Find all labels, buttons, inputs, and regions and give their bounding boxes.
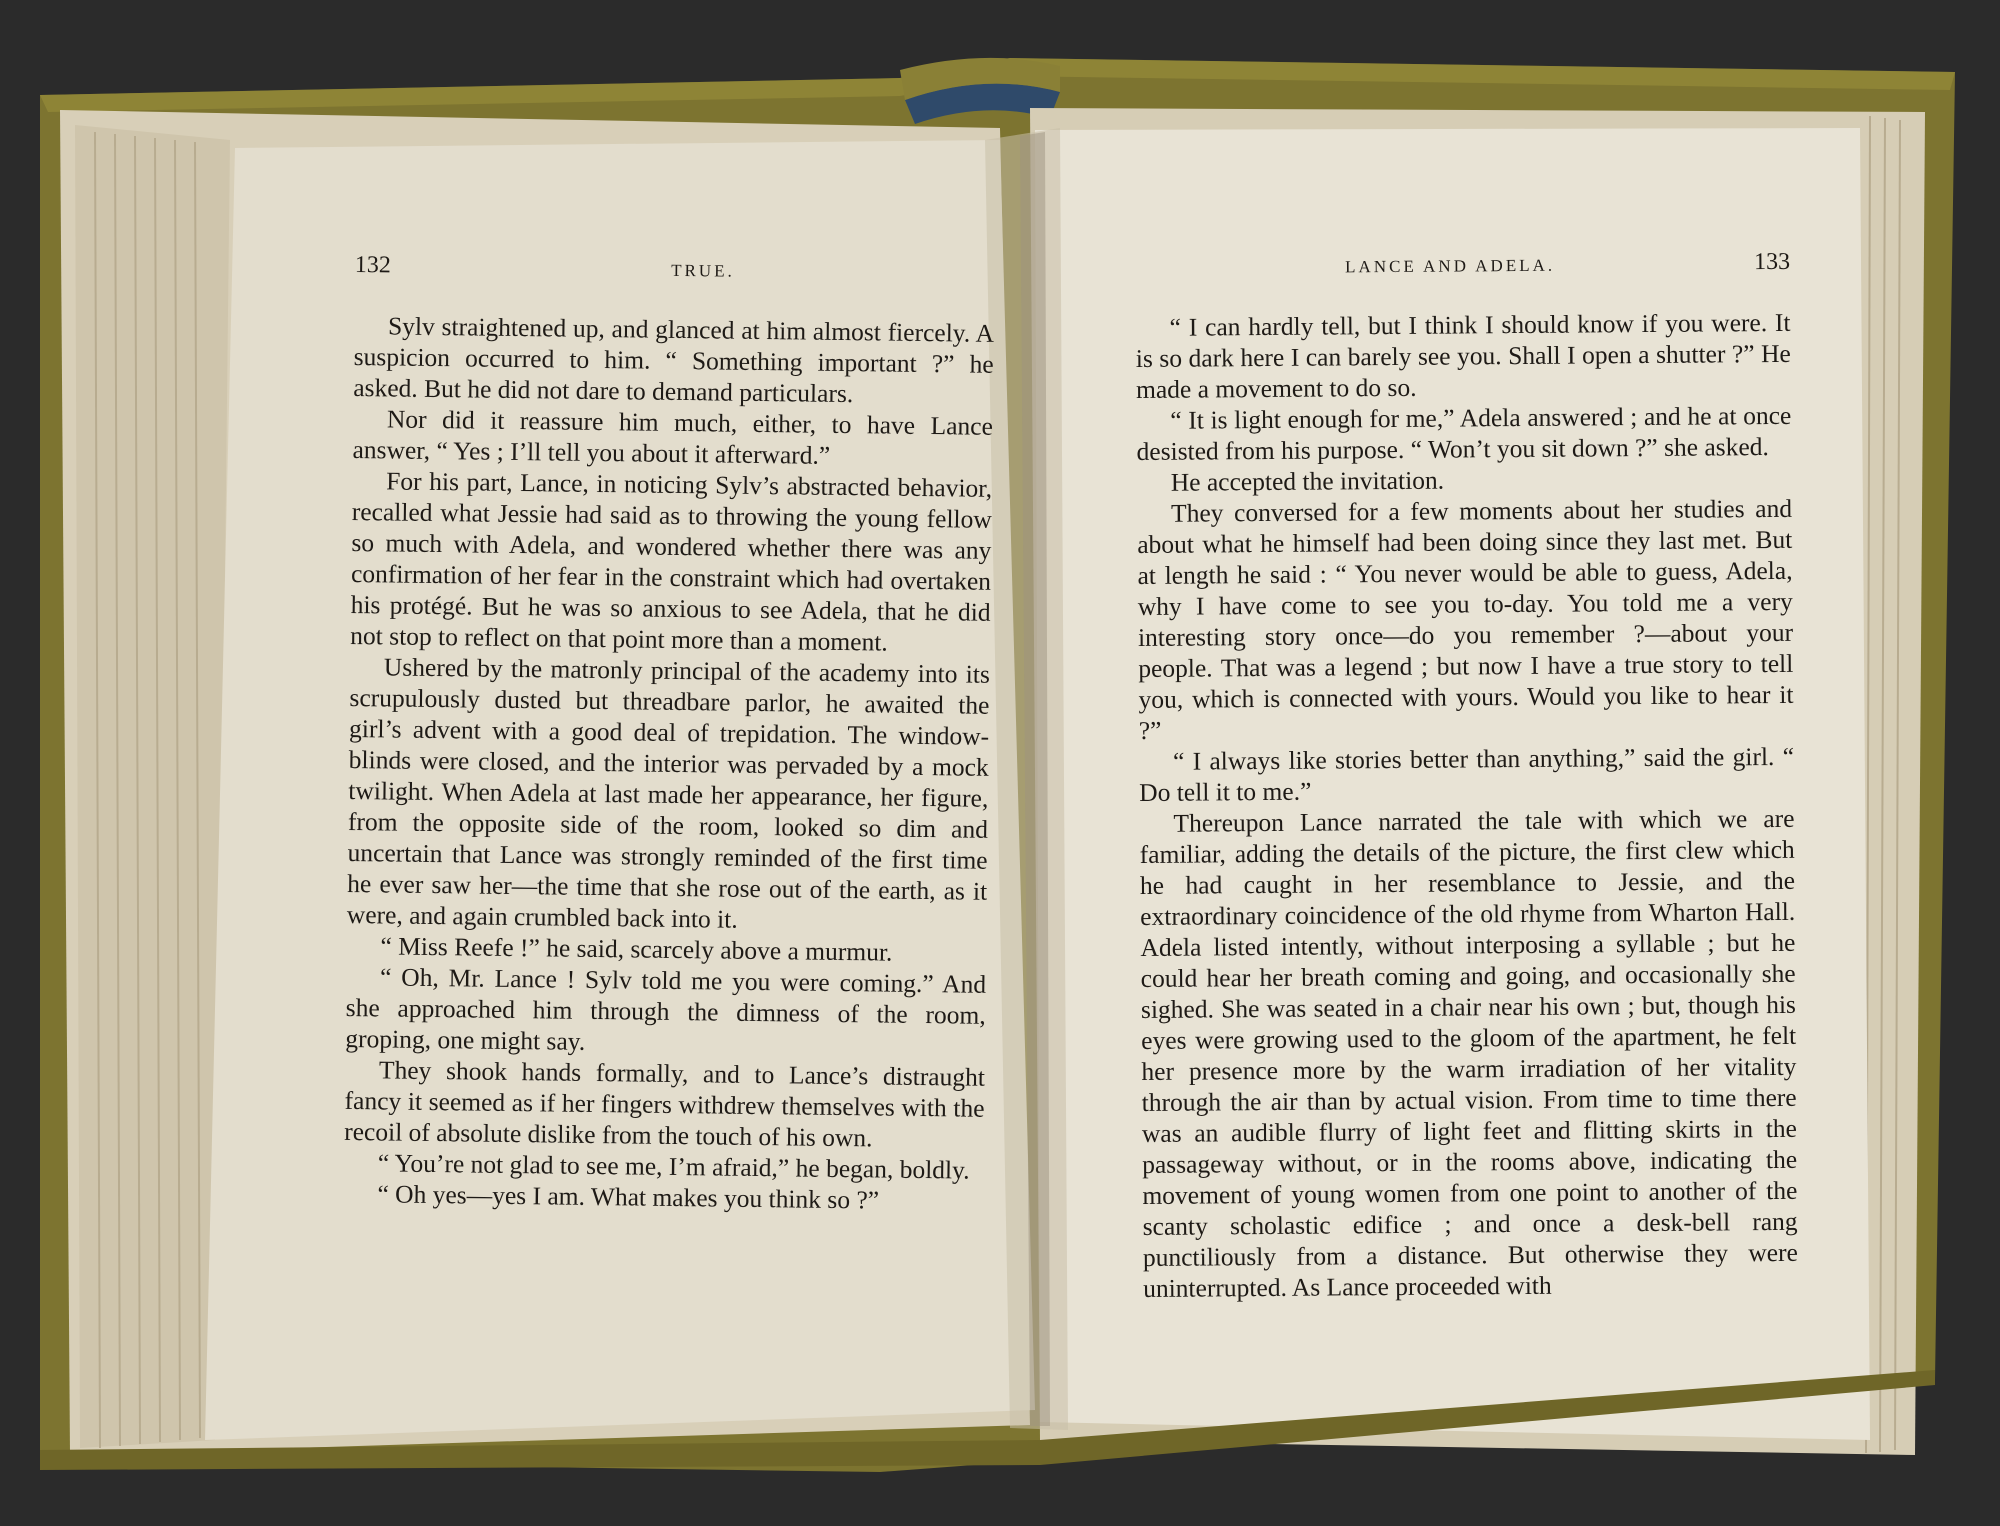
paragraph: “ You’re not glad to see me, I’m afraid,” he began, boldly. xyxy=(377,1148,970,1185)
running-title-right: LANCE AND ADELA. xyxy=(1345,255,1556,277)
paragraph: Sylv straightened up, and glanced at him almost fiercely. A suspicion occurred to him. “ Something important ?” he asked. But he did not dare to demand particulars. xyxy=(353,311,995,409)
page-number-right: 133 xyxy=(1753,248,1791,276)
paragraph: Thereupon Lance narrated the tale with which we are familiar, adding the details of the picture, the first clew which he had caught in her resemblance to Jessie, and the extraordinary coincidence of the old rhyme from Wharton Hall. Adela listed intently, without interposing a syllable ; but he could hear her breath coming and going, and occasionally she sighed. She was seated in a chair near his own ; but, though his eyes were growing used to the gloom of the apartment, he felt her presence more by the warm irradiation of her vitality through the air than by actual vision. From time to time there was an audible flurry of light feet and flitting skirts in the passageway without, or in the rooms above, indicating the movement of young women from one point to another of the scanty scholastic edifice ; and once a desk-bell rang punctiliously from a distance. But otherwise they were uninterrupted. As Lance proceeded with xyxy=(1139,803,1798,1303)
paragraph: “ I always like stories better than anything,” said the girl. “ Do tell it to me.” xyxy=(1139,741,1795,807)
page-number-left: 132 xyxy=(354,251,391,279)
paragraph: “ Oh, Mr. Lance ! Sylv told me you were coming.” And she approached him through the dimness of the room, groping, one might say. xyxy=(345,962,987,1056)
paragraph: “ It is light enough for me,” Adela answered ; and he at once desisted from his purpose. “ Won’t you sit down ?” she asked. xyxy=(1136,400,1792,466)
paragraph: They conversed for a few moments about her studies and about what he himself had been doing since they last met. But at length he said : “ You never would be able to guess, Adela, why I have come to see you to-day. You told me a very interesting story once—do you remember ?—about your people. That was a legend ; but now I have a true story to tell you, which is connected with yours. Would you like to hear it ?” xyxy=(1137,493,1794,745)
paragraph: “ Miss Reefe !” he said, scarcely above a murmur. xyxy=(380,931,893,967)
left-running-head xyxy=(355,250,995,290)
paragraph: They shook hands formally, and to Lance’s distraught fancy it seemed as if her fingers withdrew themselves with the recoil of absolute dislike from the touch of his own. xyxy=(344,1055,986,1153)
paragraph: He accepted the invitation. xyxy=(1170,465,1445,497)
right-running-head xyxy=(1135,247,1790,284)
right-body xyxy=(1135,307,1798,1304)
left-page-text xyxy=(343,250,995,1217)
paragraph: Nor did it reassure him much, either, to have Lance answer, “ Yes ; I’ll tell you about it afterward.” xyxy=(352,404,994,470)
paragraph: “ I can hardly tell, but I think I should know if you were. It is so dark here I can barely see you. Shall I open a shutter ?” He made a movement to do so. xyxy=(1135,307,1791,404)
left-body xyxy=(343,310,994,1217)
running-title-left: TRUE. xyxy=(671,260,735,281)
paragraph: For his part, Lance, in noticing Sylv’s abstracted behavior, recalled what Jessie had said as to throwing the young fellow so much with Adela, and wondered whether there was any confirmation of her fear in the constraint which had overtaken his protégé. But he was so anxious to see Adela, that he did not stop to reflect on that point more than a moment. xyxy=(350,466,993,657)
paragraph: “ Oh yes—yes I am. What makes you think so ?” xyxy=(377,1179,880,1215)
paragraph: Ushered by the matronly principal of the academy into its scrupulously dusted but threadbare parlor, he awaited the girl’s advent with a good deal of trepidation. The window-blinds were closed, and the interior was pervaded by a mock twilight. When Adela at last made her appearance, her figure, from the opposite side of the room, looked so dim and uncertain that Lance was strongly reminded of the first time he ever saw her—the time that she rose out of the earth, as it were, and again crumbled back into it. xyxy=(346,652,991,934)
right-page-text xyxy=(1135,247,1798,1304)
